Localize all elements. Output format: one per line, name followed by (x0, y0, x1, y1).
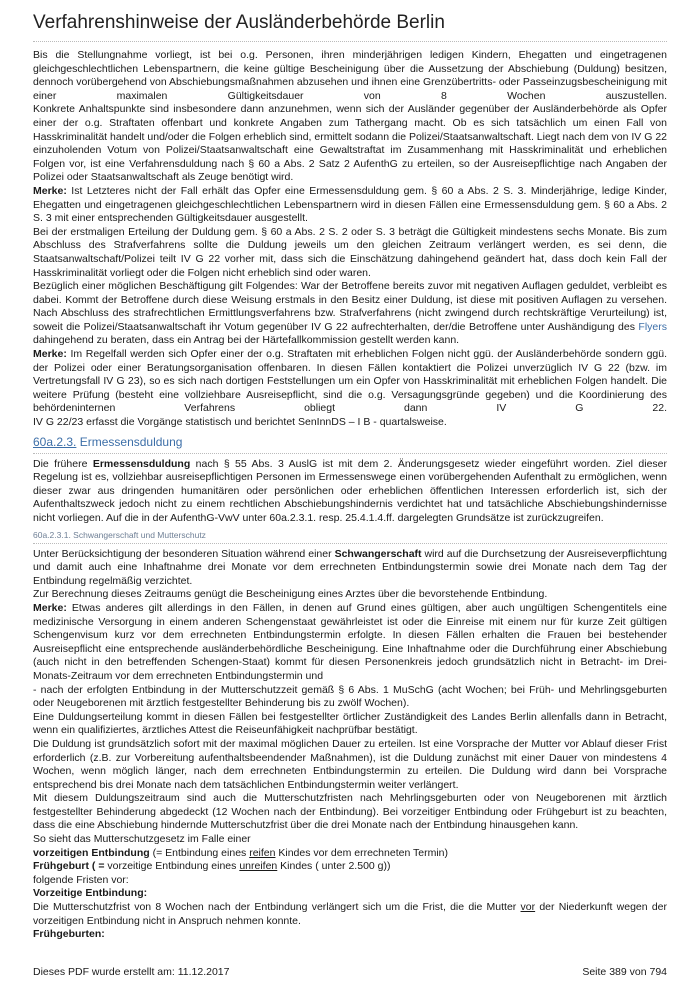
paragraph-text: dahingehend zu beraten, dass ein Antrag bei der Härtefallkommission gestellt werden kann. (33, 334, 460, 347)
flyers-link[interactable]: Flyers (638, 320, 667, 333)
merke-paragraph (33, 185, 667, 226)
paragraph (33, 458, 667, 526)
paragraph (33, 901, 667, 928)
paragraph: - nach der erfolgten Entbindung in der Mutterschutzzeit gemäß § 6 Abs. 1 MuSchG (acht Wochen; bei Früh- und Mehrlingsgeburten oder Neugeborenen mit ärztlich festgestellter Behinderung bis zu zwölf Wochen). (33, 683, 667, 710)
paragraph-text: nach § 55 Abs. 3 AuslG ist mit dem 2. Änderungsgesetz wieder eingeführt worden. Ziel dieser Regelung ist es, vollziehbar ausreisepflichtigen Personen im Ermessenswege einen vorübergehenden Aufenthalt zu ermöglichen, wenn dieser zwar aus dringenden humanitären oder persönlichen oder erheblichen öffentlichen Interessen erforderlich ist, sich der Aufenthaltszweck jedoch nicht zu einem rechtlichen Abschiebungshindernis verdichtet hat und tatsächliche Abschiebungshindernisse nicht vorliegen. Auf die in der AufenthG-VwV unter 60a.2.3.1. resp. 25.4.1.4.ff. dargelegten Grundsätze ist zurückzugreifen. (33, 457, 668, 524)
paragraph: Mit diesem Duldungszeitraum sind auch die Mutterschutzfristen nach Mehrlingsgeburten oder von Neugeborenen mit ärztlich festgestellter Behinderung abgedeckt (12 Wochen nach der Entbindung). Bei vorzeitiger Entbindung oder Frühgeburt ist zu beachten, dass die eine Abschiebung hindernde Mutterschutzfrist über die drei Monate nach der Entbindung hinausgehen kann. (33, 792, 667, 832)
bold-subheading: Vorzeitige Entbindung: (33, 887, 148, 900)
underlined-word: vor (520, 901, 536, 914)
paragraph-text: der Niederkunft wegen der vorzeitigen Entbindung nicht in Anspruch nehmen konnte. (33, 901, 667, 927)
underlined-word: unreifen (239, 860, 278, 873)
bold-term: Frühgeburt ( = (33, 860, 105, 873)
merke-label: Merke: (33, 601, 67, 614)
page-title: Verfahrenshinweise der Ausländerbehörde Berlin (33, 10, 667, 42)
paragraph-text: Die frühere (33, 457, 93, 470)
section-heading-60a-2-3 (33, 434, 667, 454)
bold-term: Schwangerschaft (334, 547, 422, 560)
merke-label: Merke: (33, 348, 67, 361)
page-footer (33, 966, 667, 978)
definition-line (33, 860, 667, 874)
paragraph-text: Kindes ( unter 2.500 g)) (277, 860, 391, 873)
paragraph: Die Duldung ist grundsätzlich sofort mit der maximal möglichen Dauer zu erteilen. Ist eine Vorsprache der Mutter vor Ablauf dieser Frist erforderlich (z.B. zur Vorbereitung aufenthaltsbeendender Maßnahmen), ist die Duldung zunächst mit einer Dauer von mindestens 4 Wochen, wenn möglich länger, nach dem errechneten Entbindungstermin zu erteilen. Die Duldung wird dann bei Vorsprache entsprechend bis drei Monate nach dem tatsächlichen Entbindungstermin weiter verlängert. (33, 737, 667, 791)
bold-term: Ermessensduldung (92, 457, 191, 470)
document-page (33, 10, 667, 942)
subsection-heading-60a-2-3-1: 60a.2.3.1. Schwangerschaft und Mutterschutz (33, 529, 667, 544)
paragraph-text: Die Mutterschutzfrist von 8 Wochen nach der Entbindung verlängert sich um die Frist, die die Mutter (33, 901, 521, 914)
paragraph: Eine Duldungserteilung kommt in diesen Fällen bei festgestellter örtlicher Zuständigkeit des Landes Berlin allenfalls dann in Betracht, wenn ein qualifiziertes, ärztliches Attest die Reiseunfähigkeit nachprüfbar bestätigt. (33, 710, 667, 737)
paragraph-text: Nach Abschluss des strafrechtlichen Ermittlungsverfahrens bzw. Strafverfahrens (nicht zwingend durch rechtskräftige Verurteilung) ist, soweit die Polizei/Staatsanwaltschaft ihr Votum gegenüber IV G 22 aufrechterhalten, der/die Betroffene unter Aushändigung des (33, 307, 667, 333)
paragraph: folgende Fristen vor: (33, 873, 129, 886)
paragraph-text: Unter Berücksichtigung der besonderen Situation während einer (33, 547, 335, 560)
paragraph: Konkrete Anhaltspunkte sind insbesondere dann anzunehmen, wenn sich der Ausländer gegenüber der Ausländerbehörde als Opfer einer der o.g. Straftaten offenbart und konkrete Angaben zum Tathergang macht. Ob es sich tatsächlich um einen Fall von Hasskriminalität handelt und/oder die Folgen erheblich sind, ermittelt sodann die Polizei/Staatsanwaltschaft. Liegt nach dem von IV G 22 einzuholenden Votum von Polizei/Staatsanwaltschaft eine Gewaltstraftat im Zusammenhang mit Hasskriminalität und erheblichen Folgen vor, ist eine Verfahrensduldung nach § 60 a Abs. 2 Satz 2 AufenthG zu erteilen, so der Ausreisepflichtige nach Angaben der Polizei oder Staatsanwaltschaft als Zeuge benötigt wird. (33, 103, 667, 184)
subheading (33, 887, 667, 901)
merke-text: Etwas anderes gilt allerdings in den Fällen, in denen auf Grund eines gültigen, aber auch ungültigen Schengentitels eine medizinische Versorgung in einem anderen Schengenstaat gewährleistet ist oder die Einreise mit einem nur für kurze Zeit gültigen Schengenvisum kurz vor dem errechneten Entbindungstermin erfolgte. In diesen Fällen erhalten die Frauen bei bestehender Ausreisepflicht eine entsprechende ausländerbehördliche Bescheinigung. Eine Inhaftnahme oder die Durchführung einer Abschiebung (auch nicht in den betreffenden Schengen-Staat) kommt für diesen Personenkreis jedoch grundsätzlich nicht in Betracht- im Drei-Monats-Zeitraum vor dem errechneten Entbindungstermin und (33, 601, 667, 682)
paragraph: Bei der erstmaligen Erteilung der Duldung gem. § 60 a Abs. 2 S. 2 oder S. 3 beträgt die Gültigkeit mindestens sechs Monate. Bis zum Abschluss des Strafverfahrens sollte die Duldung jeweils um den gleichen Zeitraum verlängert werden, es sei denn, die Staatsanwaltschaft/Polizei teilt IV G 22 vorher mit, dass sich die Einschätzung dahingehend geändert hat, dass doch kein Fall der Hasskriminalität vorliegt oder die Folgen nicht erheblich sind oder waren. (33, 225, 667, 279)
paragraph: So sieht das Mutterschutzgesetz im Falle einer (33, 833, 251, 846)
paragraph: IV G 22/23 erfasst die Vorgänge statistisch und berichtet SenInnDS – I B - quartalsweise. (33, 416, 447, 429)
main-text-block (33, 49, 667, 430)
paragraph (33, 307, 667, 348)
footer-created-date: Dieses PDF wurde erstellt am: 11.12.2017 (33, 966, 230, 978)
underlined-word: reifen (249, 846, 276, 859)
section-text-60a-2-3-1 (33, 548, 667, 942)
bold-subheading: Frühgeburten: (33, 928, 105, 941)
paragraph-text: vorzeitige Entbindung eines (104, 860, 240, 873)
section-number-link[interactable]: 60a.2.3. (33, 434, 77, 449)
merke-paragraph (33, 602, 667, 684)
paragraph: Bis die Stellungnahme vorliegt, ist bei o.g. Personen, ihren minderjährigen ledigen Kindern, Ehegatten und eingetragenen gleichgeschlechtlichen Lebenspartnern, die keine gültige Bescheinigung über die Aussetzung der Abschiebung (Duldung) besitzen, dennoch vorübergehend von Abschiebungsmaßnahmen abzusehen und ihnen eine Grenzübertritts- oder Passeinzugsbescheinigung mit einer maximalen Gültigkeitsdauer von 8 Wochen auszustellen. (33, 49, 667, 102)
paragraph (33, 548, 667, 589)
definition-line (33, 847, 667, 861)
merke-paragraph (33, 348, 667, 416)
section-text-60a-2-3 (33, 458, 667, 526)
footer-page-number: Seite 389 von 794 (582, 966, 667, 978)
bold-term: vorzeitigen Entbindung (33, 846, 150, 859)
paragraph: Bezüglich einer möglichen Beschäftigung gilt Folgendes: War der Betroffene bereits zuvor mit negativen Auflagen geduldet, verbleibt es dabei. Kommt der Betroffene durch diese Weisung erstmals in den Besitz einer Duldung, ist diese mit positiven Auflagen zu versehen. (33, 280, 667, 306)
merke-text: Ist Letzteres nicht der Fall erhält das Opfer eine Ermessensduldung gem. § 60 a Abs. 2 S. 3. Minderjährige, ledige Kinder, Ehegatten und eingetragenen gleichgeschlechtlichen Lebenspartnern wird in diesen Fällen eine Ermessensduldung gem. § 60 a Abs. 2 S. 3 mit einer entsprechenden Gültigkeitsdauer ausgestellt. (33, 184, 667, 225)
merke-label: Merke: (33, 184, 67, 197)
paragraph-text: (= Entbindung eines (149, 846, 250, 859)
paragraph-text: Kindes vor dem errechneten Termin) (275, 846, 449, 859)
section-title: Ermessensduldung (79, 434, 183, 449)
paragraph-text: wird auf die Durchsetzung der Ausreiseverpflichtung und damit auch eine Inhaftnahme drei Monate vor dem errechneten Entbindungstermin sowie drei Monate nach dem Tag der Entbindung regelmäßig verzichtet. (33, 547, 667, 587)
subheading (33, 928, 667, 942)
merke-text: Im Regelfall werden sich Opfer einer der o.g. Straftaten mit erheblichen Folgen nicht ggü. der Ausländerbehörde sondern ggü. der Polizei oder einer Beratungsorganisation offenbaren. In diesen Fällen kontaktiert die Polizei unverzüglich IV G 22 (bzw. im Vertretungsfall IV G 23), so es sich nach dortigen Feststellungen um ein Opfer von Hasskriminalität mit erheblichen Folgen handelt. Die weitere Prüfung (besteht eine vollziehbare Ausreisepflicht, sind die o.g. Versagungsgründe gegeben) und die Koordinierung des behördeninternen Verfahrens obliegt dann IV G 22. (33, 348, 667, 415)
paragraph: Zur Berechnung dieses Zeitraums genügt die Bescheinigung eines Arztes über die bevorstehende Entbindung. (33, 588, 548, 601)
